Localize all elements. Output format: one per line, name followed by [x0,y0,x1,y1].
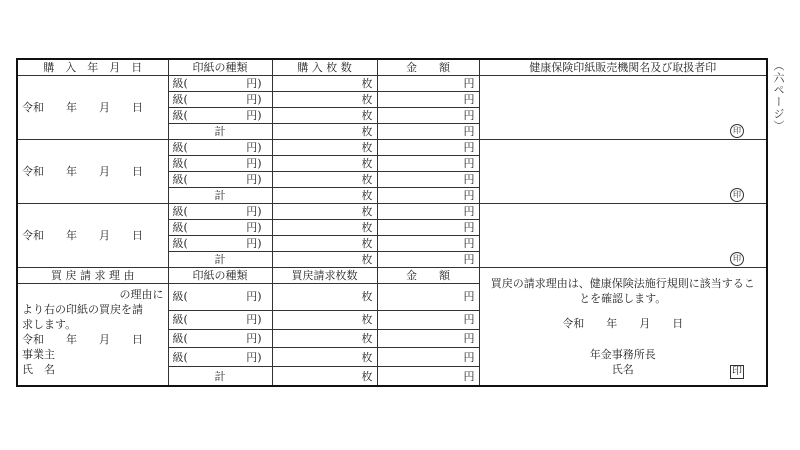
yen-label: 円) [246,290,262,304]
stamp-type-field[interactable] [168,92,272,108]
seal-mark-icon: 印 [730,124,744,138]
seller-seal-field[interactable] [479,204,767,268]
office-label: 年金事務所長 [589,348,656,361]
amount-field[interactable]: 円 [377,220,479,236]
stamp-type-field[interactable] [168,108,272,124]
yen-label: 円) [246,109,262,122]
total-count-field[interactable]: 枚 [272,124,377,140]
count-field[interactable]: 枚 [272,310,377,329]
stamp-type-field[interactable] [168,310,272,329]
seller-seal-field[interactable] [479,140,767,204]
grade-label: 級( [172,221,188,234]
count-field[interactable]: 枚 [272,156,377,172]
amount-field[interactable]: 円 [377,76,479,92]
stamp-type-field[interactable] [168,348,272,367]
count-field[interactable]: 枚 [272,236,377,252]
total-amount-field[interactable]: 円 [377,124,479,140]
total-label: 計 [168,252,272,268]
stamp-type-field[interactable] [168,156,272,172]
amount-field[interactable]: 円 [377,92,479,108]
yen-label: 円) [246,93,262,106]
grade-label: 級( [172,109,188,122]
stamp-type-field[interactable] [168,204,272,220]
yen-label: 円) [246,205,262,218]
page-side-note: （六ページ） [772,60,785,132]
purchase-row [17,204,767,220]
stamp-type-field[interactable] [168,140,272,156]
amount-field[interactable]: 円 [377,204,479,220]
seller-seal-field[interactable] [479,76,767,140]
count-field[interactable]: 枚 [272,204,377,220]
stamp-type-field[interactable] [168,236,272,252]
total-label: 計 [168,124,272,140]
yen-label: 円) [246,313,262,327]
reason-line: より右の印紙の買戻を請 [22,303,143,316]
header-refund-count: 買戻請求枚数 [272,268,377,284]
reason-line: 令和 年 月 日 [22,333,143,346]
total-count-field[interactable]: 枚 [272,367,377,386]
reason-line: 事業主 [22,348,55,361]
grade-label: 級( [172,313,188,327]
grade-label: 級( [172,205,188,218]
seal-mark-icon: 印 [730,252,744,266]
total-amount-field[interactable]: 円 [377,252,479,268]
yen-label: 円) [246,350,262,364]
yen-label: 円) [246,237,262,250]
amount-field[interactable]: 円 [377,156,479,172]
amount-field[interactable]: 円 [377,310,479,329]
total-amount-field[interactable]: 円 [377,367,479,386]
stamp-type-field[interactable] [168,220,272,236]
reason-line: 求します。 [22,318,77,331]
total-label: 計 [168,188,272,204]
purchase-row [17,76,767,92]
yen-label: 円) [246,173,262,186]
seal-mark-icon: 印 [732,366,742,377]
yen-label: 円) [246,331,262,345]
count-field[interactable]: 枚 [272,76,377,92]
header-stamp-type: 印紙の種類 [168,268,272,284]
grade-label: 級( [172,237,188,250]
count-field[interactable]: 枚 [272,92,377,108]
refund-header-row [17,268,767,284]
name-label: 氏名 [611,363,634,376]
purchase-header-row [17,59,767,76]
total-count-field[interactable]: 枚 [272,252,377,268]
purchase-date-field[interactable]: 令和 年 月 日 [17,140,168,204]
count-field[interactable]: 枚 [272,172,377,188]
count-field[interactable]: 枚 [272,140,377,156]
total-label: 計 [168,367,272,386]
grade-label: 級( [172,157,188,170]
yen-label: 円) [246,141,262,154]
header-amount: 金 額 [377,268,479,284]
amount-field[interactable]: 円 [377,236,479,252]
grade-label: 級( [172,331,188,345]
purchase-date-field[interactable]: 令和 年 月 日 [17,204,168,268]
total-amount-field[interactable]: 円 [377,188,479,204]
header-amount: 金 額 [377,59,479,76]
amount-field[interactable]: 円 [377,140,479,156]
header-stamp-type: 印紙の種類 [168,59,272,76]
seal-mark-icon: 印 [730,188,744,202]
refund-reason-field[interactable] [17,284,168,387]
count-field[interactable]: 枚 [272,108,377,124]
grade-label: 級( [172,77,188,90]
total-count-field[interactable]: 枚 [272,188,377,204]
count-field[interactable]: 枚 [272,348,377,367]
amount-field[interactable]: 円 [377,284,479,311]
office-confirmation [479,268,767,387]
header-purchase-date: 購 入 年 月 日 [17,59,168,76]
grade-label: 級( [172,350,188,364]
stamp-type-field[interactable] [168,76,272,92]
count-field[interactable]: 枚 [272,329,377,348]
stamp-type-field[interactable] [168,172,272,188]
yen-label: 円) [246,157,262,170]
grade-label: 級( [172,141,188,154]
amount-field[interactable]: 円 [377,329,479,348]
stamp-purchase-refund-form [16,58,768,387]
yen-label: 円) [246,221,262,234]
header-refund-reason: 買 戻 請 求 理 由 [17,268,168,284]
grade-label: 級( [172,173,188,186]
yen-label: 円) [246,77,262,90]
amount-field[interactable]: 円 [377,108,479,124]
reason-line: の理由に [119,288,164,301]
amount-field[interactable]: 円 [377,348,479,367]
header-purchase-count: 購 入 枚 数 [272,59,377,76]
grade-label: 級( [172,93,188,106]
count-field[interactable]: 枚 [272,284,377,311]
purchase-row [17,140,767,156]
stamp-type-field[interactable] [168,329,272,348]
confirmation-text: 買戻の請求理由は、健康保険法施行規則に該当することを確認します。 [490,277,755,305]
confirmation-date-field[interactable]: 令和 年 月 日 [562,317,684,330]
stamp-type-field[interactable] [168,284,272,311]
amount-field[interactable]: 円 [377,172,479,188]
purchase-date-field[interactable]: 令和 年 月 日 [17,76,168,140]
reason-line: 氏 名 [22,363,55,376]
count-field[interactable]: 枚 [272,220,377,236]
header-seller-seal: 健康保険印紙販売機関名及び取扱者印 [479,59,767,76]
grade-label: 級( [172,290,188,304]
